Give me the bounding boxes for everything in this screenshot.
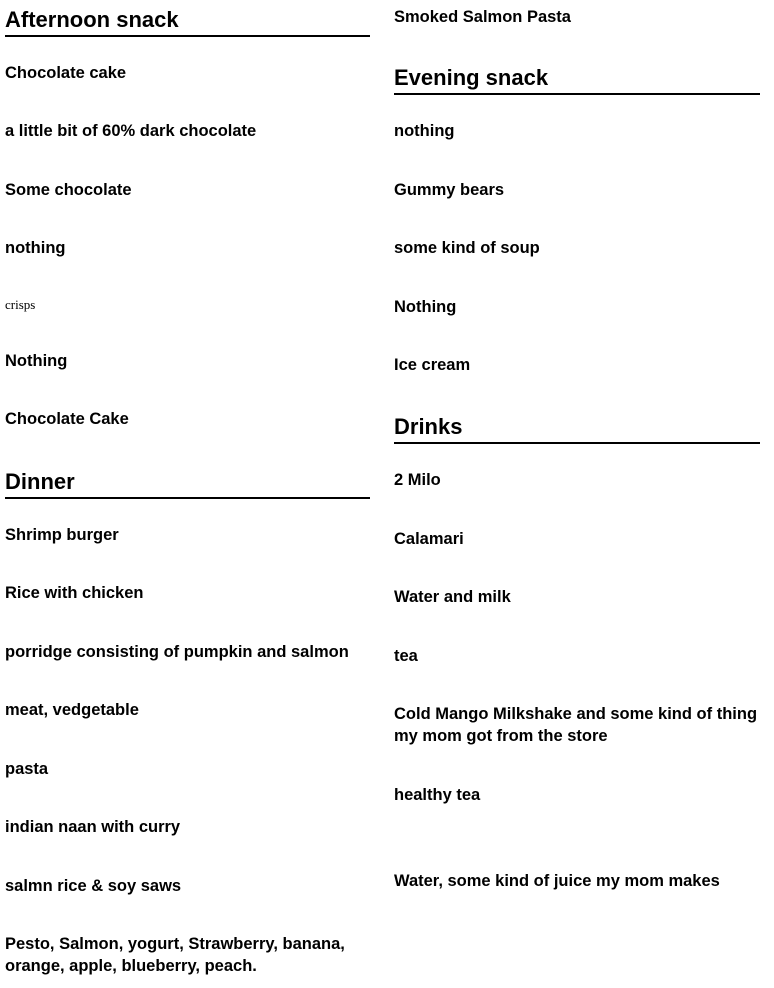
list-item: Water, some kind of juice my mom makes [394,872,720,890]
list-item: pasta [5,760,49,778]
list-item: porridge consisting of pumpkin and salmon [5,643,349,661]
section-title-drinks: Drinks [394,414,463,439]
section-title-afternoon-snack: Afternoon snack [5,7,179,32]
list-item: Chocolate cake [5,64,127,82]
list-item: Water and milk [394,588,511,606]
list-item: Ice cream [394,356,471,374]
list-item: Gummy bears [394,181,505,199]
list-item: meat, vedgetable [5,701,139,719]
section-title-dinner: Dinner [5,469,75,494]
list-item: tea [394,647,418,665]
list-item: indian naan with curry [5,818,181,836]
list-item: Smoked Salmon Pasta [394,8,571,26]
section-title-evening-snack: Evening snack [394,65,549,90]
list-item: healthy tea [394,786,481,804]
list-item: Nothing [5,352,68,370]
list-item: Pesto, Salmon, yogurt, Strawberry, banana, orange, apple, blueberry, peach. [5,935,345,975]
list-item: Chocolate Cake [5,410,129,428]
list-item: a little bit of 60% dark chocolate [5,122,257,140]
section-divider [5,497,370,499]
list-item: Nothing [394,298,457,316]
list-item: Rice with chicken [5,584,144,602]
list-item: Cold Mango Milkshake and some kind of thing my mom got from the store [394,705,758,745]
section-divider [394,93,760,95]
list-item: Calamari [394,530,464,548]
list-item: 2 Milo [394,471,441,489]
list-item: Some chocolate [5,181,132,199]
list-item: nothing [5,239,66,257]
section-divider [5,35,370,37]
list-item: salmn rice & soy saws [5,877,182,895]
list-item: crisps [5,297,36,312]
list-item: nothing [394,122,455,140]
list-item: Shrimp burger [5,526,119,544]
list-item: some kind of soup [394,239,540,257]
section-divider [394,442,760,444]
